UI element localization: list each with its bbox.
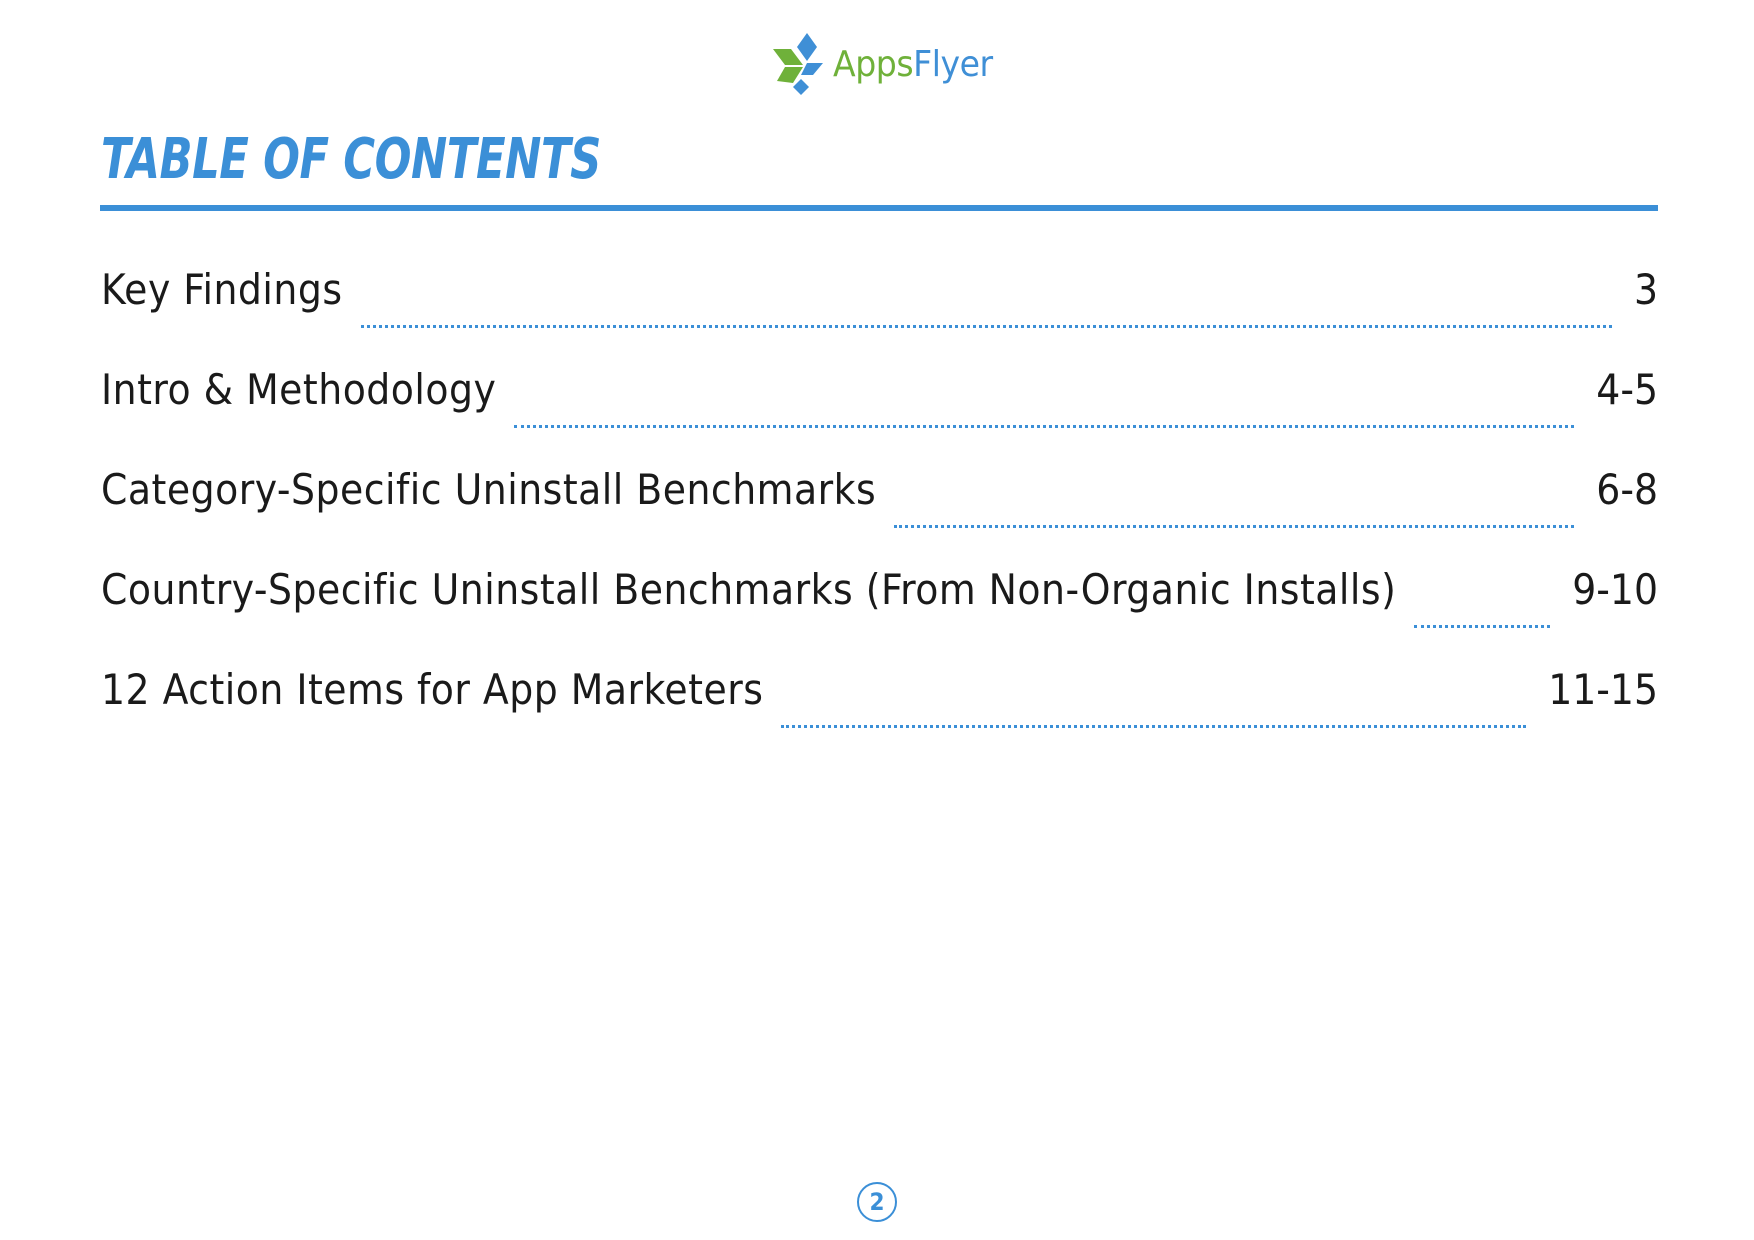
toc-entry-page: 9-10	[1572, 565, 1658, 614]
toc-dotted-leader	[781, 724, 1526, 728]
toc-entry-country-benchmarks[interactable]	[101, 562, 1658, 662]
toc-entry-intro-methodology[interactable]	[101, 362, 1658, 462]
toc-list	[101, 262, 1658, 762]
toc-entry-page: 11-15	[1548, 665, 1658, 714]
toc-entry-page: 6-8	[1596, 465, 1658, 514]
toc-dotted-leader	[894, 524, 1574, 528]
title-divider	[100, 205, 1658, 211]
toc-entry-label: Key Findings	[101, 265, 343, 314]
page-number-badge: 2	[857, 1182, 897, 1222]
toc-dotted-leader	[1414, 624, 1550, 628]
appsflyer-logo	[773, 30, 1007, 98]
toc-entry-page: 3	[1633, 265, 1658, 314]
toc-dotted-leader	[514, 424, 1574, 428]
logo-wordmark	[833, 44, 993, 85]
toc-entry-label: Intro & Methodology	[101, 365, 497, 414]
toc-entry-label: 12 Action Items for App Marketers	[101, 665, 764, 714]
page-title: TABLE OF CONTENTS	[101, 127, 601, 192]
toc-entry-key-findings[interactable]	[101, 262, 1658, 362]
toc-entry-label: Country-Specific Uninstall Benchmarks (From Non-Organic Installs)	[101, 565, 1397, 614]
toc-dotted-leader	[361, 324, 1612, 328]
toc-entry-page: 4-5	[1596, 365, 1658, 414]
logo-wordmark-apps: Apps	[833, 43, 914, 85]
toc-entry-category-benchmarks[interactable]	[101, 462, 1658, 562]
toc-entry-label: Category-Specific Uninstall Benchmarks	[101, 465, 877, 514]
logo-wordmark-flyer: Flyer	[913, 43, 993, 85]
appsflyer-logo-icon	[773, 33, 831, 95]
toc-entry-action-items[interactable]	[101, 662, 1658, 762]
